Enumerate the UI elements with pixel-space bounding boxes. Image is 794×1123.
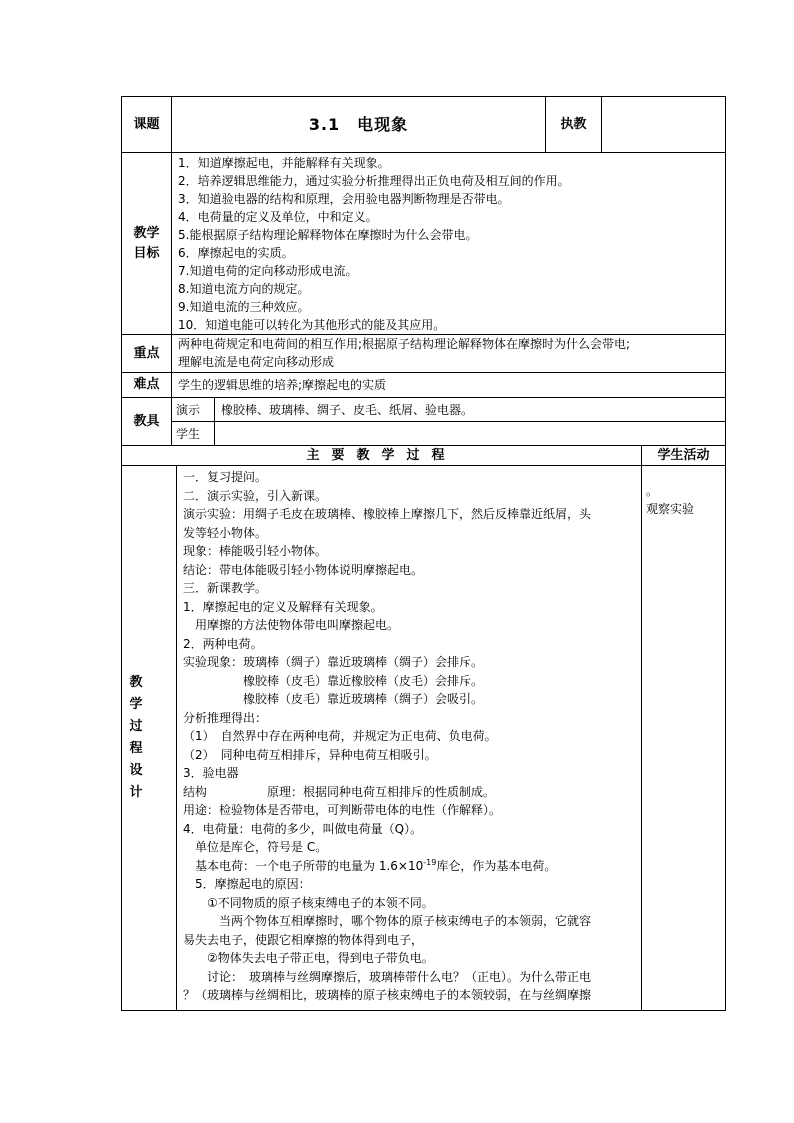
tools-student-value [215,422,726,446]
process-line: 4．电荷量：电荷的多少，叫做电荷量（Q）。 [183,821,423,836]
process-heading: 主要教学过程 [122,446,642,466]
process-line: ①不同物质的原子核束缚电子的本领不同。 [183,895,434,910]
charge-line-text: 基本电荷：一个电子所带的电量为 1.6×10 [183,858,424,873]
lesson-title: 3.1 电现象 [172,97,546,153]
objective-item: 8.知道电流方向的规定。 [178,282,310,296]
process-line: 结论：带电体能吸引轻小物体说明摩擦起电。 [183,562,424,577]
difficulty-line: 学生的逻辑思维的培养;摩擦起电的实质 [178,378,387,392]
objective-item: 5.能根据原子结构理论解释物体在摩擦时为什么会带电。 [178,228,478,242]
process-content [177,466,642,1011]
difficulty-text [172,373,726,398]
process-line: 用摩擦的方法使物体带电叫摩擦起电。 [183,618,400,632]
process-line: 橡胶棒（皮毛）靠近玻璃棒（绸子）会吸引。 [183,692,484,706]
lesson-plan-table [121,96,726,1011]
objectives-label [122,153,172,335]
tools-demo-value: 橡胶棒、玻璃棒、绸子、皮毛、纸屑、验电器。 [215,398,726,422]
key-points-line: 两种电荷规定和电荷间的相互作用;根据原子结构理论解释物体在摩擦时为什么会带电; [178,337,631,351]
teacher-label: 执教 [546,97,602,153]
process-line: （1） 自然界中存在两种电荷，并规定为正电荷、负电荷。 [183,729,497,743]
charge-line-suffix: 库仑，作为基本电荷。 [436,858,557,873]
objective-item: 9.知道电流的三种效应。 [178,300,310,314]
process-line: ？（玻璃棒与丝绸相比，玻璃棒的原子核束缚电子的本领较弱，在与丝绸摩擦 [183,988,592,1002]
teacher-value [602,97,726,153]
objective-item: 2．培养逻辑思维能力，通过实验分析推理得出正负电荷及相互间的作用。 [178,174,570,188]
tools-label: 教具 [122,398,172,446]
objective-item: 7.知道电荷的定向移动形成电流。 [178,264,358,278]
objective-item: 6．摩擦起电的实质。 [178,246,294,260]
process-line: 橡胶棒（皮毛）靠近橡胶棒（皮毛）会排斥。 [183,673,484,688]
process-line: 讨论： 玻璃棒与丝绸摩擦后，玻璃棒带什么电？（正电）。为什么带正电 [183,969,592,984]
process-line: 2．两种电荷。 [183,636,263,651]
activity-heading: 学生活动 [642,446,726,466]
objectives-label-text: 教学目标 [133,225,160,261]
process-line: 1．摩擦起电的定义及解释有关现象。 [183,599,383,614]
process-line: 用途：检验物体是否带电，可判断带电体的电性（作解释）。 [183,803,502,817]
process-line: 现象：棒能吸引轻小物体。 [183,544,328,558]
process-side-label [122,466,177,1011]
process-line: ②物体失去电子带正电，得到电子带负电。 [183,951,434,965]
objective-item: 10．知道电能可以转化为其他形式的能及其应用。 [178,318,446,332]
objective-item: 3．知道验电器的结构和原理，会用验电器判断物理是否带电。 [178,192,510,206]
key-points-label: 重点 [122,335,172,373]
process-line: 3．验电器 [183,766,239,780]
process-line: 结构 原理：根据同种电荷互相排斥的性质制成。 [183,784,496,799]
lesson-label: 课题 [122,97,172,153]
charge-exponent: -19 [423,857,437,867]
process-line: 发等轻小物体。 [183,525,268,540]
key-points-line: 理解电流是电荷定向移动形成 [178,355,335,369]
tools-demo-label: 演示 [172,398,215,422]
process-line: （2） 同种电荷互相排斥，异种电荷互相吸引。 [183,747,437,762]
lesson-plan-page [121,96,725,1011]
tools-student-label: 学生 [172,422,215,446]
objectives-list [172,153,726,335]
difficulty-label: 难点 [122,373,172,398]
process-line: 5．摩擦起电的原因： [183,877,311,891]
process-line: 三．新课教学。 [183,581,268,595]
objective-item: 1．知道摩擦起电，并能解释有关现象。 [178,156,390,170]
activity-marker: 。 [646,484,659,498]
process-line: 当两个物体互相摩擦时，哪个物体的原子核束缚电子的本领弱，它就容 [183,914,592,928]
process-line: 易失去电子，使跟它相摩擦的物体得到电子， [183,932,424,947]
process-line: 实验现象：玻璃棒（绸子）靠近玻璃棒（绸子）会排斥。 [183,655,484,669]
process-line: 二．演示实验，引入新课。 [183,488,328,503]
objective-item: 4．电荷量的定义及单位，中和定义。 [178,210,378,224]
process-line: 一．复习提问。 [183,470,268,484]
charge-line [183,857,639,876]
student-activity [642,466,726,1011]
process-line: 分析推理得出： [183,710,268,725]
process-side-label-text: 教学过程设计 [129,675,143,800]
process-line: 单位是库仑，符号是 C。 [183,840,328,854]
activity-text: 观察实验 [646,502,695,516]
key-points-text [172,335,726,373]
process-line: 演示实验：用绸子毛皮在玻璃棒、橡胶棒上摩擦几下，然后反棒靠近纸屑，头 [183,507,592,521]
